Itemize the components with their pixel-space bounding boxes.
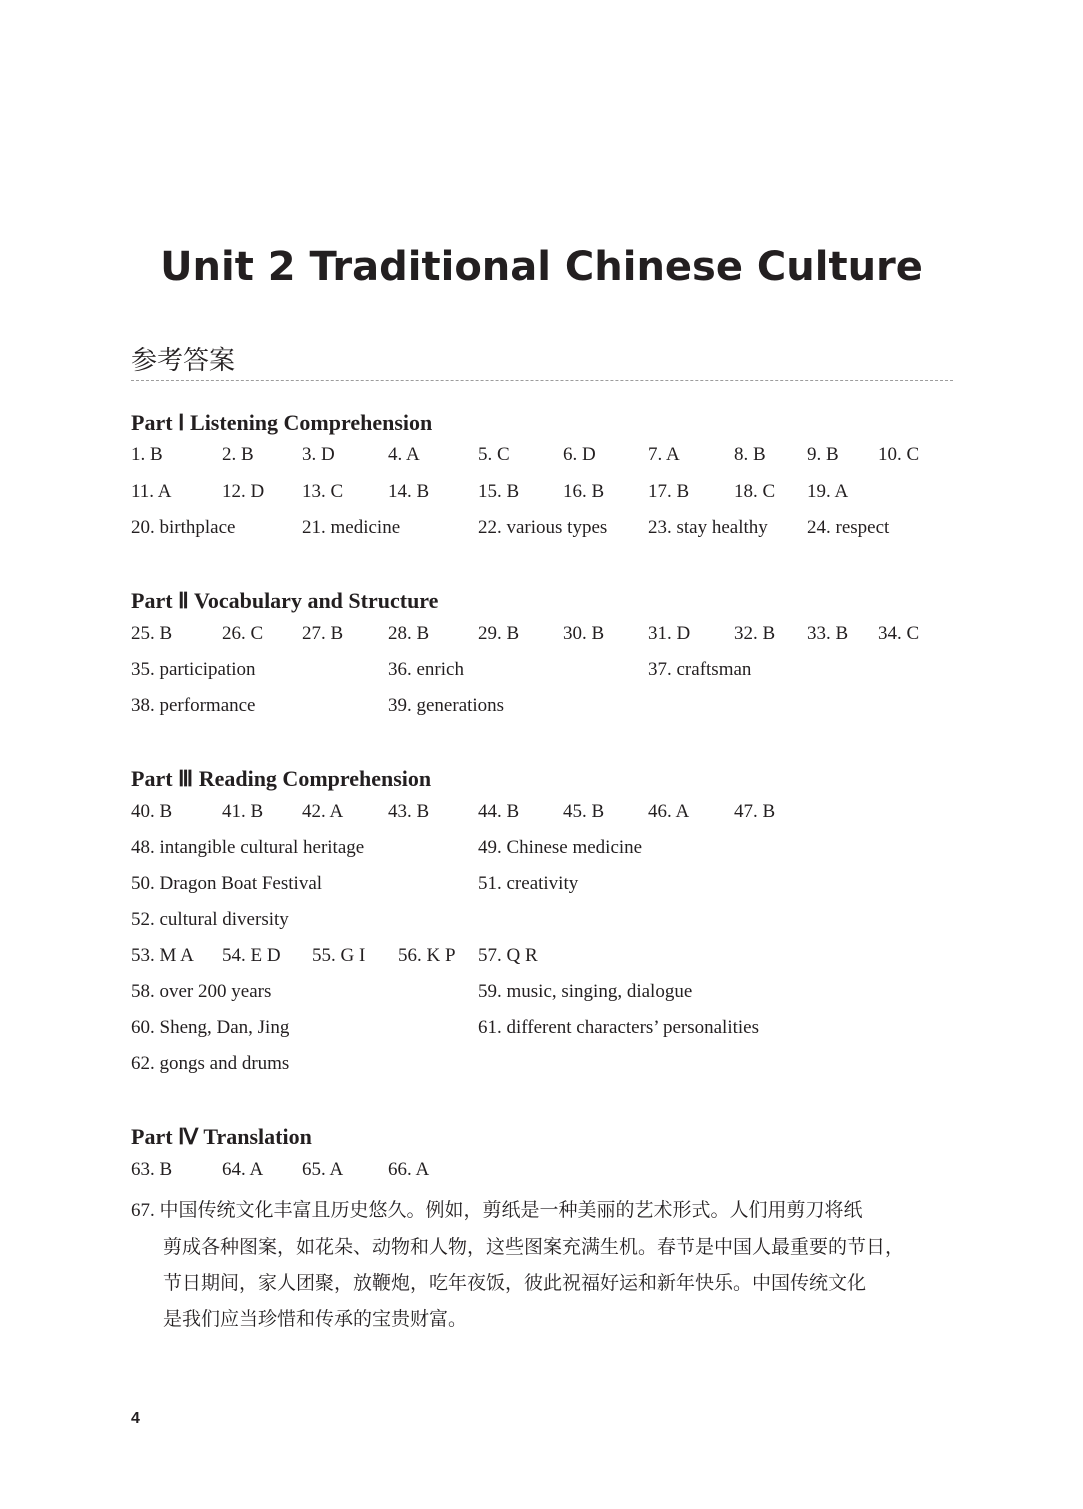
part-2-answer-row-1 xyxy=(0,623,1083,649)
answer-item: 31. D xyxy=(648,623,691,644)
part-1-title: Part Ⅰ Listening Comprehension xyxy=(131,410,433,435)
part-4-answer-row-1 xyxy=(0,1159,1083,1185)
page-number: 4 xyxy=(131,1410,140,1427)
answer-item: 42. A xyxy=(302,801,344,822)
answer-item: 48. intangible cultural heritage xyxy=(131,837,365,858)
dashed-divider xyxy=(131,380,953,381)
answer-item: 62. gongs and drums xyxy=(131,1053,290,1074)
part-2-title: Part Ⅱ Vocabulary and Structure xyxy=(131,588,439,613)
answer-item: 22. various types xyxy=(478,517,608,538)
part-1-answer-row-2 xyxy=(0,481,1083,507)
answer-item: 57. Q R xyxy=(478,945,538,966)
translation-line xyxy=(131,1192,961,1229)
answer-item: 15. B xyxy=(478,481,520,502)
answer-item: 3. D xyxy=(302,444,335,465)
answer-item: 5. C xyxy=(478,444,510,465)
answer-item: 37. craftsman xyxy=(648,659,752,680)
answer-item: 33. B xyxy=(807,623,849,644)
part-1-answer-row-1 xyxy=(0,444,1083,470)
answer-item: 27. B xyxy=(302,623,344,644)
answer-item: 56. K P xyxy=(398,945,456,966)
answer-item: 32. B xyxy=(734,623,776,644)
answer-item: 12. D xyxy=(222,481,265,502)
part-2-answer-row-3 xyxy=(0,695,1083,721)
unit-title: Unit 2 Traditional Chinese Culture xyxy=(160,244,923,290)
answer-item: 9. B xyxy=(807,444,839,465)
answer-item: 23. stay healthy xyxy=(648,517,768,538)
answer-item: 44. B xyxy=(478,801,520,822)
answer-item: 28. B xyxy=(388,623,430,644)
answer-item: 7. A xyxy=(648,444,680,465)
answer-item: 20. birthplace xyxy=(131,517,236,538)
part-3-title: Part Ⅲ Reading Comprehension xyxy=(131,766,432,791)
answer-item: 13. C xyxy=(302,481,344,502)
answer-item: 36. enrich xyxy=(388,659,464,680)
answer-item: 2. B xyxy=(222,444,254,465)
answer-item: 30. B xyxy=(563,623,605,644)
answer-item: 34. C xyxy=(878,623,920,644)
answer-item: 52. cultural diversity xyxy=(131,909,289,930)
answer-item: 25. B xyxy=(131,623,173,644)
answer-item: 35. participation xyxy=(131,659,256,680)
answer-item: 14. B xyxy=(388,481,430,502)
answer-item: 61. different characters’ personalities xyxy=(478,1017,760,1038)
answer-item: 45. B xyxy=(563,801,605,822)
translation-line: 节日期间，家人团聚，放鞭炮，吃年夜饭，彼此祝福好运和新年快乐。中国传统文化 xyxy=(163,1272,867,1294)
section-heading: 参考答案 xyxy=(131,346,236,376)
answer-item: 1. B xyxy=(131,444,163,465)
part-1-answer-row-3 xyxy=(0,517,1083,543)
answer-item: 41. B xyxy=(222,801,264,822)
answer-item: 46. A xyxy=(648,801,690,822)
part-3-answer-row-1 xyxy=(0,801,1083,827)
translation-paragraph xyxy=(131,1192,961,1337)
answer-item: 60. Sheng, Dan, Jing xyxy=(131,1017,290,1038)
answer-item: 26. C xyxy=(222,623,264,644)
answer-item: 8. B xyxy=(734,444,766,465)
answer-item: 66. A xyxy=(388,1159,430,1180)
answer-item: 21. medicine xyxy=(302,517,401,538)
part-4-title: Part Ⅳ Translation xyxy=(131,1124,312,1149)
part-3-answer-row-7 xyxy=(0,1017,1083,1043)
answer-item: 39. generations xyxy=(388,695,505,716)
answer-item: 16. B xyxy=(563,481,605,502)
answer-item: 58. over 200 years xyxy=(131,981,272,1002)
part-3-answer-row-4 xyxy=(0,909,1083,935)
answer-item: 19. A xyxy=(807,481,849,502)
translation-line: 是我们应当珍惜和传承的宝贵财富。 xyxy=(163,1308,468,1330)
translation-text: 中国传统文化丰富且历史悠久。例如，剪纸是一种美丽的艺术形式。人们用剪刀将纸 xyxy=(159,1199,863,1221)
answer-item: 29. B xyxy=(478,623,520,644)
answer-item: 38. performance xyxy=(131,695,256,716)
answer-item: 54. E D xyxy=(222,945,281,966)
answer-item: 10. C xyxy=(878,444,920,465)
answer-item: 11. A xyxy=(131,481,172,502)
answer-item: 47. B xyxy=(734,801,776,822)
part-3-answer-row-5 xyxy=(0,945,1083,971)
answer-item: 50. Dragon Boat Festival xyxy=(131,873,323,894)
answer-item: 51. creativity xyxy=(478,873,579,894)
question-number: 67. xyxy=(131,1200,160,1221)
part-3-answer-row-2 xyxy=(0,837,1083,863)
answer-item: 4. A xyxy=(388,444,420,465)
part-3-answer-row-6 xyxy=(0,981,1083,1007)
answer-item: 65. A xyxy=(302,1159,344,1180)
answer-item: 59. music, singing, dialogue xyxy=(478,981,693,1002)
answer-item: 18. C xyxy=(734,481,776,502)
translation-line: 剪成各种图案，如花朵、动物和人物，这些图案充满生机。春节是中国人最重要的节日， xyxy=(163,1236,905,1258)
answer-item: 24. respect xyxy=(807,517,890,538)
answer-item: 17. B xyxy=(648,481,690,502)
answer-item: 55. G I xyxy=(312,945,366,966)
part-3-answer-row-3 xyxy=(0,873,1083,899)
answer-item: 49. Chinese medicine xyxy=(478,837,643,858)
answer-item: 53. M A xyxy=(131,945,194,966)
part-3-answer-row-8 xyxy=(0,1053,1083,1079)
part-2-answer-row-2 xyxy=(0,659,1083,685)
answer-item: 64. A xyxy=(222,1159,264,1180)
answer-item: 63. B xyxy=(131,1159,173,1180)
answer-item: 40. B xyxy=(131,801,173,822)
answer-item: 6. D xyxy=(563,444,596,465)
answer-item: 43. B xyxy=(388,801,430,822)
